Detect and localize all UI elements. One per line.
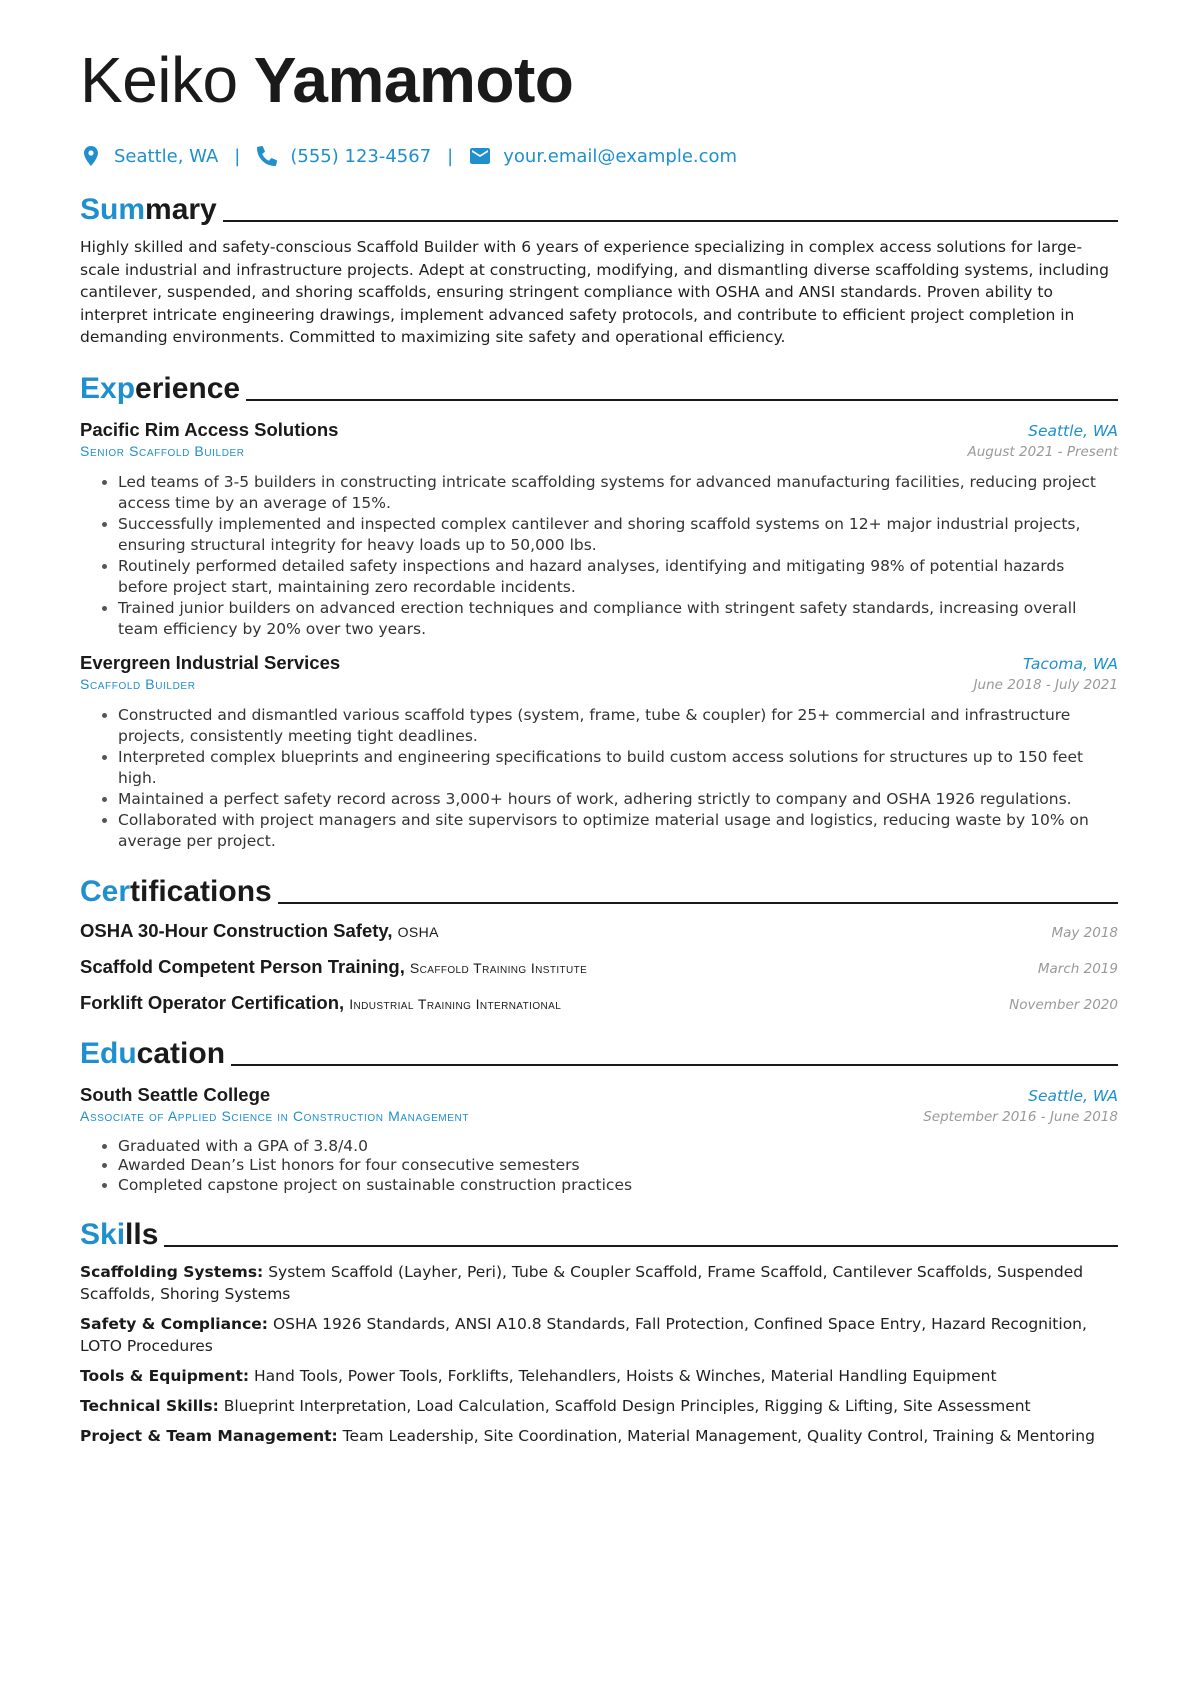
company-name: Pacific Rim Access Solutions	[80, 418, 339, 440]
certification-title	[80, 920, 439, 942]
contact-separator: |	[447, 145, 454, 167]
last-name: Yamamoto	[253, 44, 574, 116]
contact-separator: |	[234, 145, 241, 167]
certification-list	[80, 920, 1118, 1014]
company-name: Evergreen Industrial Services	[80, 651, 341, 673]
first-name: Keiko	[80, 44, 238, 116]
contact-phone	[256, 145, 431, 167]
section-rule	[246, 399, 1118, 401]
certification-comma: ,	[339, 991, 345, 1013]
certification-comma: ,	[399, 955, 405, 977]
list-item: • Interpreted complex blueprints and engineering specifications to build custom access solutions for structures up to 150 feet high.	[118, 747, 1118, 789]
school-name: South Seattle College	[80, 1083, 271, 1105]
job-location: Seattle, WA	[1028, 421, 1118, 440]
education-entry	[80, 1084, 1118, 1196]
heading-accent: Ski	[80, 1218, 126, 1251]
envelope-icon	[469, 145, 491, 167]
section-title	[80, 874, 272, 910]
skill-category: Technical Skills:	[80, 1397, 219, 1415]
section-rule	[164, 1245, 1118, 1247]
school-location: Seattle, WA	[1028, 1086, 1118, 1105]
certification-title	[80, 956, 587, 978]
job-title: Scaffold Builder	[80, 675, 196, 692]
section-title	[80, 371, 240, 407]
skill-group	[80, 1365, 1118, 1387]
list-item: • Collaborated with project managers and site supervisors to optimize material usage and logistics, reducing waste by 10% on average per project.	[118, 810, 1118, 852]
list-item: • Trained junior builders on advanced erection techniques and compliance with stringent safety standards, increasing overall team efficiency by 20% over two years.	[118, 598, 1118, 640]
job-location: Tacoma, WA	[1023, 654, 1118, 673]
heading-accent: Sum	[80, 193, 146, 226]
skill-category: Tools & Equipment:	[80, 1367, 250, 1385]
education-dates: September 2016 - June 2018	[923, 1108, 1118, 1125]
certification-name: OSHA 30-Hour Construction Safety	[80, 919, 388, 941]
certification-date: March 2019	[1037, 960, 1118, 977]
section-title	[80, 1217, 158, 1253]
certification-title	[80, 992, 561, 1014]
skill-items: Hand Tools, Power Tools, Forklifts, Telehandlers, Hoists & Winches, Material Handling Equipment	[254, 1367, 997, 1385]
skill-group	[80, 1395, 1118, 1417]
contact-location	[80, 145, 218, 167]
phone-text: (555) 123-4567	[290, 145, 432, 167]
skill-items: Team Leadership, Site Coordination, Material Management, Quality Control, Training & Mentoring	[342, 1427, 1095, 1445]
heading-accent: Cer	[80, 874, 131, 908]
skill-items: Blueprint Interpretation, Load Calculation, Scaffold Design Principles, Rigging & Lifting, Site Assessment	[223, 1397, 1031, 1415]
section-title	[80, 1036, 225, 1072]
education-bullets	[80, 1137, 1118, 1196]
heading-rest: tifications	[130, 874, 272, 908]
certification-issuer: Scaffold Training Institute	[409, 959, 588, 976]
certification-item	[80, 920, 1118, 942]
list-item: • Completed capstone project on sustainable construction practices	[118, 1176, 1118, 1196]
skills-heading	[80, 1213, 1118, 1253]
section-rule	[231, 1064, 1118, 1066]
job-bullets	[80, 705, 1118, 852]
skill-category: Scaffolding Systems:	[80, 1263, 264, 1281]
summary-heading	[80, 188, 1118, 228]
skills-list	[80, 1261, 1118, 1447]
section-rule	[223, 220, 1118, 222]
candidate-name	[80, 40, 1118, 120]
job-subheader	[80, 674, 1118, 693]
job-header	[80, 419, 1118, 441]
contact-email	[469, 145, 737, 167]
map-pin-icon	[80, 145, 102, 167]
certification-item	[80, 992, 1118, 1014]
list-item: • Led teams of 3-5 builders in constructing intricate scaffolding systems for advanced manufacturing facilities, reducing project access time by an average of 15%.	[118, 472, 1118, 514]
email-link[interactable]: your.email@example.com	[503, 145, 738, 167]
certification-date: May 2018	[1051, 924, 1118, 941]
list-item: • Routinely performed detailed safety inspections and hazard analyses, identifying and mitigating 98% of potential hazards before project start, maintaining zero recordable incidents.	[118, 556, 1118, 598]
job-entry	[80, 419, 1118, 640]
certification-name: Forklift Operator Certification	[80, 991, 340, 1013]
job-title: Senior Scaffold Builder	[80, 442, 245, 459]
heading-rest: erience	[135, 371, 241, 405]
skill-group	[80, 1313, 1118, 1357]
job-dates: June 2018 - July 2021	[973, 676, 1118, 693]
certification-name: Scaffold Competent Person Training	[80, 955, 400, 977]
heading-rest: lls	[125, 1218, 159, 1251]
degree-title: Associate of Applied Science in Construction Management	[80, 1107, 470, 1124]
location-text: Seattle, WA	[114, 145, 219, 167]
skill-items: OSHA 1926 Standards, ANSI A10.8 Standards, Fall Protection, Confined Space Entry, Hazard Recognition, LOTO Procedures	[80, 1315, 1087, 1355]
list-item: • Successfully implemented and inspected complex cantilever and shoring scaffold systems on 12+ major industrial projects, ensuring structural integrity for heavy loads up to 50,000 lbs.	[118, 514, 1118, 556]
contact-bar	[80, 142, 1118, 170]
list-item: • Maintained a perfect safety record across 3,000+ hours of work, adhering strictly to company and OSHA 1926 regulations.	[118, 789, 1118, 810]
job-header	[80, 652, 1118, 674]
skill-items: System Scaffold (Layher, Peri), Tube & Coupler Scaffold, Frame Scaffold, Cantilever Scaffolds, Suspended Scaffolds, Shoring Systems	[80, 1263, 1084, 1303]
education-subheader	[80, 1106, 1118, 1125]
skill-group	[80, 1261, 1118, 1305]
certifications-heading	[80, 870, 1118, 910]
certification-comma: ,	[387, 919, 393, 941]
skill-group	[80, 1425, 1118, 1447]
heading-accent: Exp	[80, 371, 136, 405]
section-rule	[278, 902, 1118, 904]
certification-item	[80, 956, 1118, 978]
job-dates: August 2021 - Present	[967, 443, 1118, 460]
job-bullets	[80, 472, 1118, 640]
section-title	[80, 192, 217, 228]
phone-icon	[256, 145, 278, 167]
job-entry	[80, 652, 1118, 852]
heading-rest: mary	[145, 193, 217, 226]
list-item: • Constructed and dismantled various scaffold types (system, frame, tube & coupler) for 25+ commercial and infrastructure projects, consistently meeting tight deadlines.	[118, 705, 1118, 747]
certification-issuer: OSHA	[397, 923, 439, 940]
certification-issuer: Industrial Training International	[349, 995, 562, 1012]
summary-text: Highly skilled and safety-conscious Scaffold Builder with 6 years of experience specializing in complex access solutions for large-scale industrial and infrastructure projects. Adept at constructing, modifying, and dismantling diverse scaffolding systems, including cantilever, suspended, and shoring scaffolds, ensuring stringent compliance with OSHA and ANSI standards. Proven ability to interpret intricate engineering drawings, implement advanced safety protocols, and contribute to efficient project completion in demanding environments. Committed to maximizing site safety and operational efficiency.	[80, 238, 1109, 346]
skill-category: Project & Team Management:	[80, 1427, 338, 1445]
education-heading	[80, 1032, 1118, 1072]
education-header	[80, 1084, 1118, 1106]
list-item: • Graduated with a GPA of 3.8/4.0	[118, 1137, 1118, 1157]
job-subheader	[80, 441, 1118, 460]
list-item: • Awarded Dean’s List honors for four consecutive semesters	[118, 1156, 1118, 1176]
heading-accent: Edu	[80, 1036, 137, 1070]
skill-category: Safety & Compliance:	[80, 1315, 268, 1333]
certification-date: November 2020	[1009, 996, 1118, 1013]
experience-heading	[80, 367, 1118, 407]
heading-rest: cation	[136, 1036, 226, 1070]
